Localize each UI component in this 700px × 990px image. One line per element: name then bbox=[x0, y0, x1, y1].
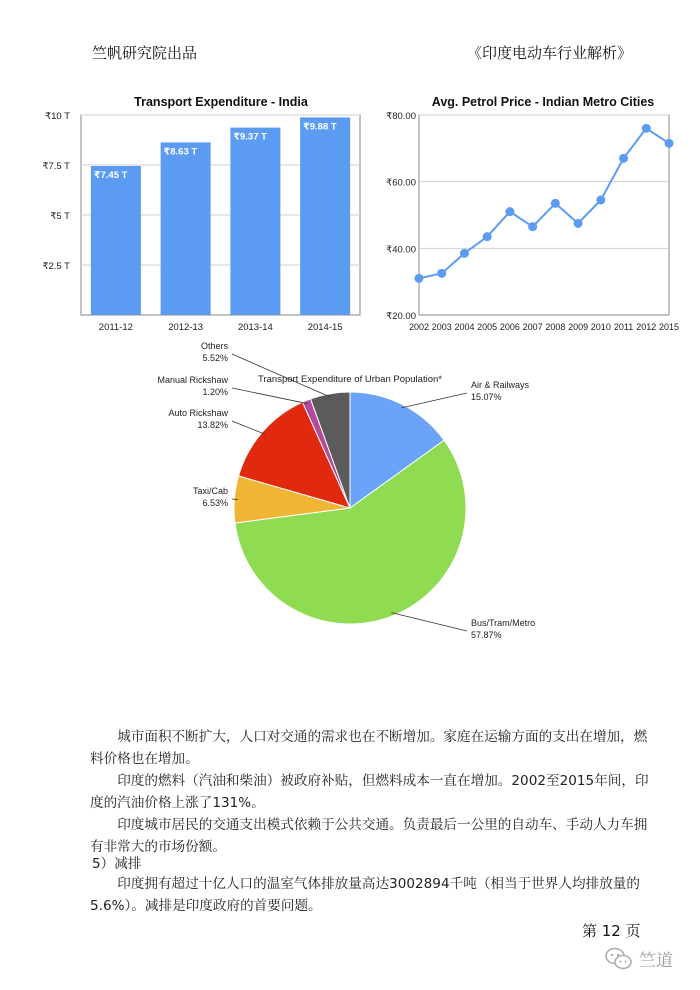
line-series-path bbox=[419, 128, 669, 278]
pie-slice-percent: 6.53% bbox=[202, 498, 228, 508]
line-point bbox=[483, 232, 492, 241]
line-ytick-label: ₹60.00 bbox=[386, 177, 416, 189]
bar-xtick-label: 2012-13 bbox=[168, 322, 204, 333]
line-point bbox=[574, 219, 583, 228]
bar-ytick-label: ₹10 T bbox=[45, 111, 70, 122]
line-point bbox=[528, 222, 537, 231]
line-point bbox=[505, 207, 514, 216]
line-point bbox=[551, 199, 560, 208]
bar bbox=[161, 142, 211, 315]
wechat-icon bbox=[605, 947, 633, 971]
section-title-emission: 5）减排 bbox=[92, 856, 142, 872]
bar-ytick-label: ₹7.5 T bbox=[42, 161, 70, 172]
bar-xtick-label: 2014-15 bbox=[307, 322, 343, 333]
pie-slice-percent: 1.20% bbox=[202, 387, 228, 397]
line-xtick-label: 2009 bbox=[568, 322, 589, 332]
line-point bbox=[415, 274, 424, 283]
line-xtick-label: 2007 bbox=[522, 322, 543, 332]
watermark bbox=[605, 946, 673, 971]
pie-slice-name: Air & Railways bbox=[471, 380, 530, 390]
pie-slice-name: Bus/Tram/Metro bbox=[471, 618, 536, 628]
bar-ytick-label: ₹2.5 T bbox=[42, 261, 70, 272]
pie-leader-line bbox=[401, 393, 467, 408]
line-point bbox=[460, 249, 469, 258]
pie-leader-line bbox=[391, 613, 467, 631]
line-point bbox=[642, 124, 651, 133]
line-xtick-label: 2002 bbox=[408, 322, 430, 332]
line-ytick-label: ₹80.00 bbox=[386, 111, 416, 122]
line-xtick-label: 2012 bbox=[636, 322, 657, 332]
watermark-text: 竺道 bbox=[639, 951, 673, 971]
body-text-block-2 bbox=[90, 873, 650, 917]
line-xtick-label: 2011 bbox=[613, 322, 634, 332]
bar-data-label: ₹7.45 T bbox=[93, 170, 128, 181]
paragraph-fuel-subsidy: 印度的燃料（汽油和柴油）被政府补贴，但燃料成本一直在增加。2002至2015年间，印度的汽油价格上涨了131%。 bbox=[90, 773, 649, 811]
bar-chart-transport-expenditure bbox=[42, 95, 360, 333]
line-point bbox=[596, 196, 605, 205]
pie-slice-name: Others bbox=[200, 341, 228, 351]
header-publisher: 竺帆研究院出品 bbox=[92, 44, 198, 62]
line-xtick-label: 2005 bbox=[477, 322, 498, 332]
body-text-block bbox=[90, 726, 650, 858]
line-chart-title: Avg. Petrol Price - Indian Metro Cities bbox=[431, 95, 655, 109]
line-point bbox=[619, 154, 628, 163]
bar-ytick-label: ₹5 T bbox=[50, 211, 70, 222]
line-xtick-label: 2006 bbox=[499, 322, 520, 332]
bar-data-label: ₹9.37 T bbox=[233, 131, 267, 143]
pie-chart-title: Transport Expenditure of Urban Population* bbox=[258, 374, 442, 385]
line-point bbox=[437, 269, 446, 278]
bar bbox=[230, 128, 280, 315]
line-ytick-label: ₹40.00 bbox=[386, 244, 416, 256]
line-chart-petrol-price bbox=[386, 95, 679, 332]
line-xtick-label: 2008 bbox=[545, 322, 566, 332]
pie-slice-name: Manual Rickshaw bbox=[157, 375, 228, 385]
pie-chart-urban-transport bbox=[157, 341, 535, 640]
bar-xtick-label: 2013-14 bbox=[237, 322, 273, 333]
pie-slice-percent: 13.82% bbox=[197, 420, 228, 430]
line-xtick-label: 2003 bbox=[431, 322, 452, 332]
bar bbox=[91, 166, 141, 315]
pie-slice-name: Taxi/Cab bbox=[192, 486, 228, 496]
bar-data-label: ₹9.88 T bbox=[303, 121, 337, 133]
pie-slice-name: Auto Rickshaw bbox=[168, 408, 228, 418]
header-doc-title: 《印度电动车行业解析》 bbox=[466, 44, 632, 62]
pie-slice-percent: 57.87% bbox=[471, 630, 502, 640]
bar-xtick-label: 2011-12 bbox=[98, 322, 133, 333]
line-xtick-label: 2010 bbox=[590, 322, 611, 332]
pie-leader-line bbox=[232, 499, 238, 500]
line-xtick-label: 2015 bbox=[658, 322, 680, 332]
line-point bbox=[665, 139, 674, 148]
pie-slice-percent: 15.07% bbox=[471, 392, 502, 402]
paragraph-emission: 印度拥有超过十亿人口的温室气体排放量高达3002894千吨（相当于世界人均排放量的5.6%）。减排是印度政府的首要问题。 bbox=[90, 876, 640, 914]
line-xtick-label: 2004 bbox=[454, 322, 475, 332]
paragraph-urban-demand: 城市面积不断扩大，人口对交通的需求也在不断增加。家庭在运输方面的支出在增加，燃料价格也在增加。 bbox=[90, 729, 648, 767]
pie-leader-line bbox=[232, 421, 265, 434]
paragraph-public-transport: 印度城市居民的交通支出模式依赖于公共交通。负责最后一公里的自动车、手动人力车拥有非常大的市场份额。 bbox=[90, 817, 648, 855]
bar-chart-title: Transport Expenditure - India bbox=[134, 95, 308, 109]
bar-data-label: ₹8.63 T bbox=[163, 146, 198, 158]
bar bbox=[300, 117, 350, 315]
page-number: 第 12 页 bbox=[582, 922, 641, 940]
line-ytick-label: ₹20.00 bbox=[386, 311, 416, 322]
pie-slice-percent: 5.52% bbox=[202, 353, 228, 363]
pie-leader-line bbox=[232, 388, 308, 404]
